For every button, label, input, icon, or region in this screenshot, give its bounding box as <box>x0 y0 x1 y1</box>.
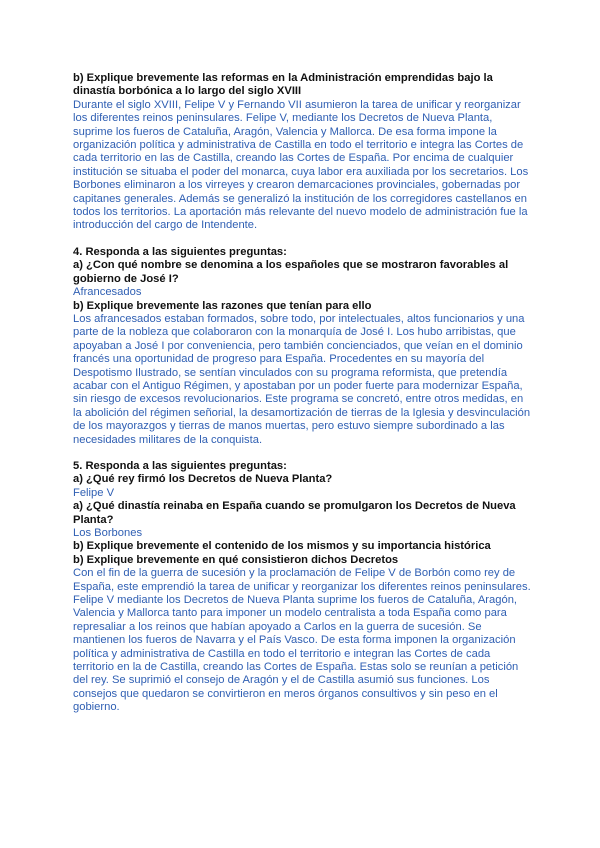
question-4a: a) ¿Con qué nombre se denomina a los españoles que se mostraron favorables al gobierno de José I? <box>73 259 509 285</box>
spacer <box>73 233 533 246</box>
question-5b: b) Explique brevemente el contenido de los mismos y su importancia histórica <box>73 540 491 553</box>
spacer <box>73 447 533 460</box>
answer-5a-dinastia: Los Borbones <box>73 527 143 539</box>
answer-5a: Felipe V <box>73 486 115 499</box>
section-4-heading: 4. Responda a las siguientes preguntas: <box>73 245 287 258</box>
question-4b: b) Explique brevemente las razones que tenían para ello <box>73 299 372 312</box>
answer-5b: Con el fin de la guerra de sucesión y la proclamación de Felipe V de Borbón como rey de España, este emprendió la tarea de unificar y reorganizar los diferentes reinos peninsulares. Felipe V mediante los Decretos de Nueva Planta suprime los fueros de Cataluña, Aragón, Valencia y Mallorca tanto para imponer un modelo centralista a toda España como para represaliar a los reinos que habían apoyado a Carlos en la guerra de sucesión. Se mantienen los fueros de Navarra y el País Vasco. De esta forma imponen la organización política y administrativa de Castilla en todo el territorio e integran las Cortes de cada territorio en la de Castilla, creando las Cortes de España. Estas solo se reunían a petición del rey. Se suprimió el consejo de Aragón y el de Castilla asumió sus funciones. Los consejos que quedaron se convirtieron en meros órganos consultivos y sin peso en el gobierno. <box>73 567 531 714</box>
answer-reformas-administracion: Durante el siglo XVIII, Felipe V y Fernando VII asumieron la tarea de unificar y reorganizar los diferentes reinos peninsulares. Felipe V, mediante los Decretos de Nueva Planta, suprime los fueros de Cataluña, Aragón, Valencia y Mallorca. De esa forma impone la organización política y administrativa de Castilla en todo el territorio e integra las Cortes de cada territorio en las de Castilla, creando las Cortes de España. Por encima de cualquier institución se situaba el poder del monarca, cuya labor era auxiliada por los secretarios. Los Borbones eliminaron a los virreyes y crearon demarcaciones provinciales, gobernadas por capitanes generales. Además se generalizó la institución de los corregidores castellanos en todos los territorios. La aportación más relevante del nuevo modelo de administración fue la introducción del cargo de Intendente. <box>73 98 529 232</box>
question-reformas-administracion: b) Explique brevemente las reformas en la Administración emprendidas bajo la dinastía borbónica a lo largo del siglo XVIII <box>73 72 493 98</box>
question-5a: a) ¿Qué rey firmó los Decretos de Nueva Planta? <box>73 473 333 486</box>
question-5a-dinastia: a) ¿Qué dinastía reinaba en España cuando se promulgaron los Decretos de Nueva Planta? <box>73 500 516 526</box>
answer-4a: Afrancesados <box>73 286 142 299</box>
question-5b-decretos: b) Explique brevemente en qué consistieron dichos Decretos <box>73 553 399 566</box>
section-5-heading: 5. Responda a las siguientes preguntas: <box>73 459 287 472</box>
document-page <box>73 72 533 715</box>
answer-4b: Los afrancesados estaban formados, sobre todo, por intelectuales, altos funcionarios y una parte de la nobleza que colaboraron con la monarquía de José I. Los hubo arribistas, que apoyaban a José I por conveniencia, pero también concienciados, que veían en el dominio francés una oportunidad de progreso para España. Procedentes en su mayoría del Despotismo Ilustrado, se sentían vinculados con su programa reformista, que pretendía acabar con el Antiguo Régimen, y apostaban por un poder fuerte para modernizar España, sin riesgo de excesos revolucionarios. Este programa se concretó, entre otros medidas, en la abolición del régimen señorial, la desamortización de tierras de la Iglesia y desvinculación de los mayorazgos y tierras de manos muertas, pero estuvo siempre subordinado a las necesidades militares de la conquista. <box>73 312 531 446</box>
